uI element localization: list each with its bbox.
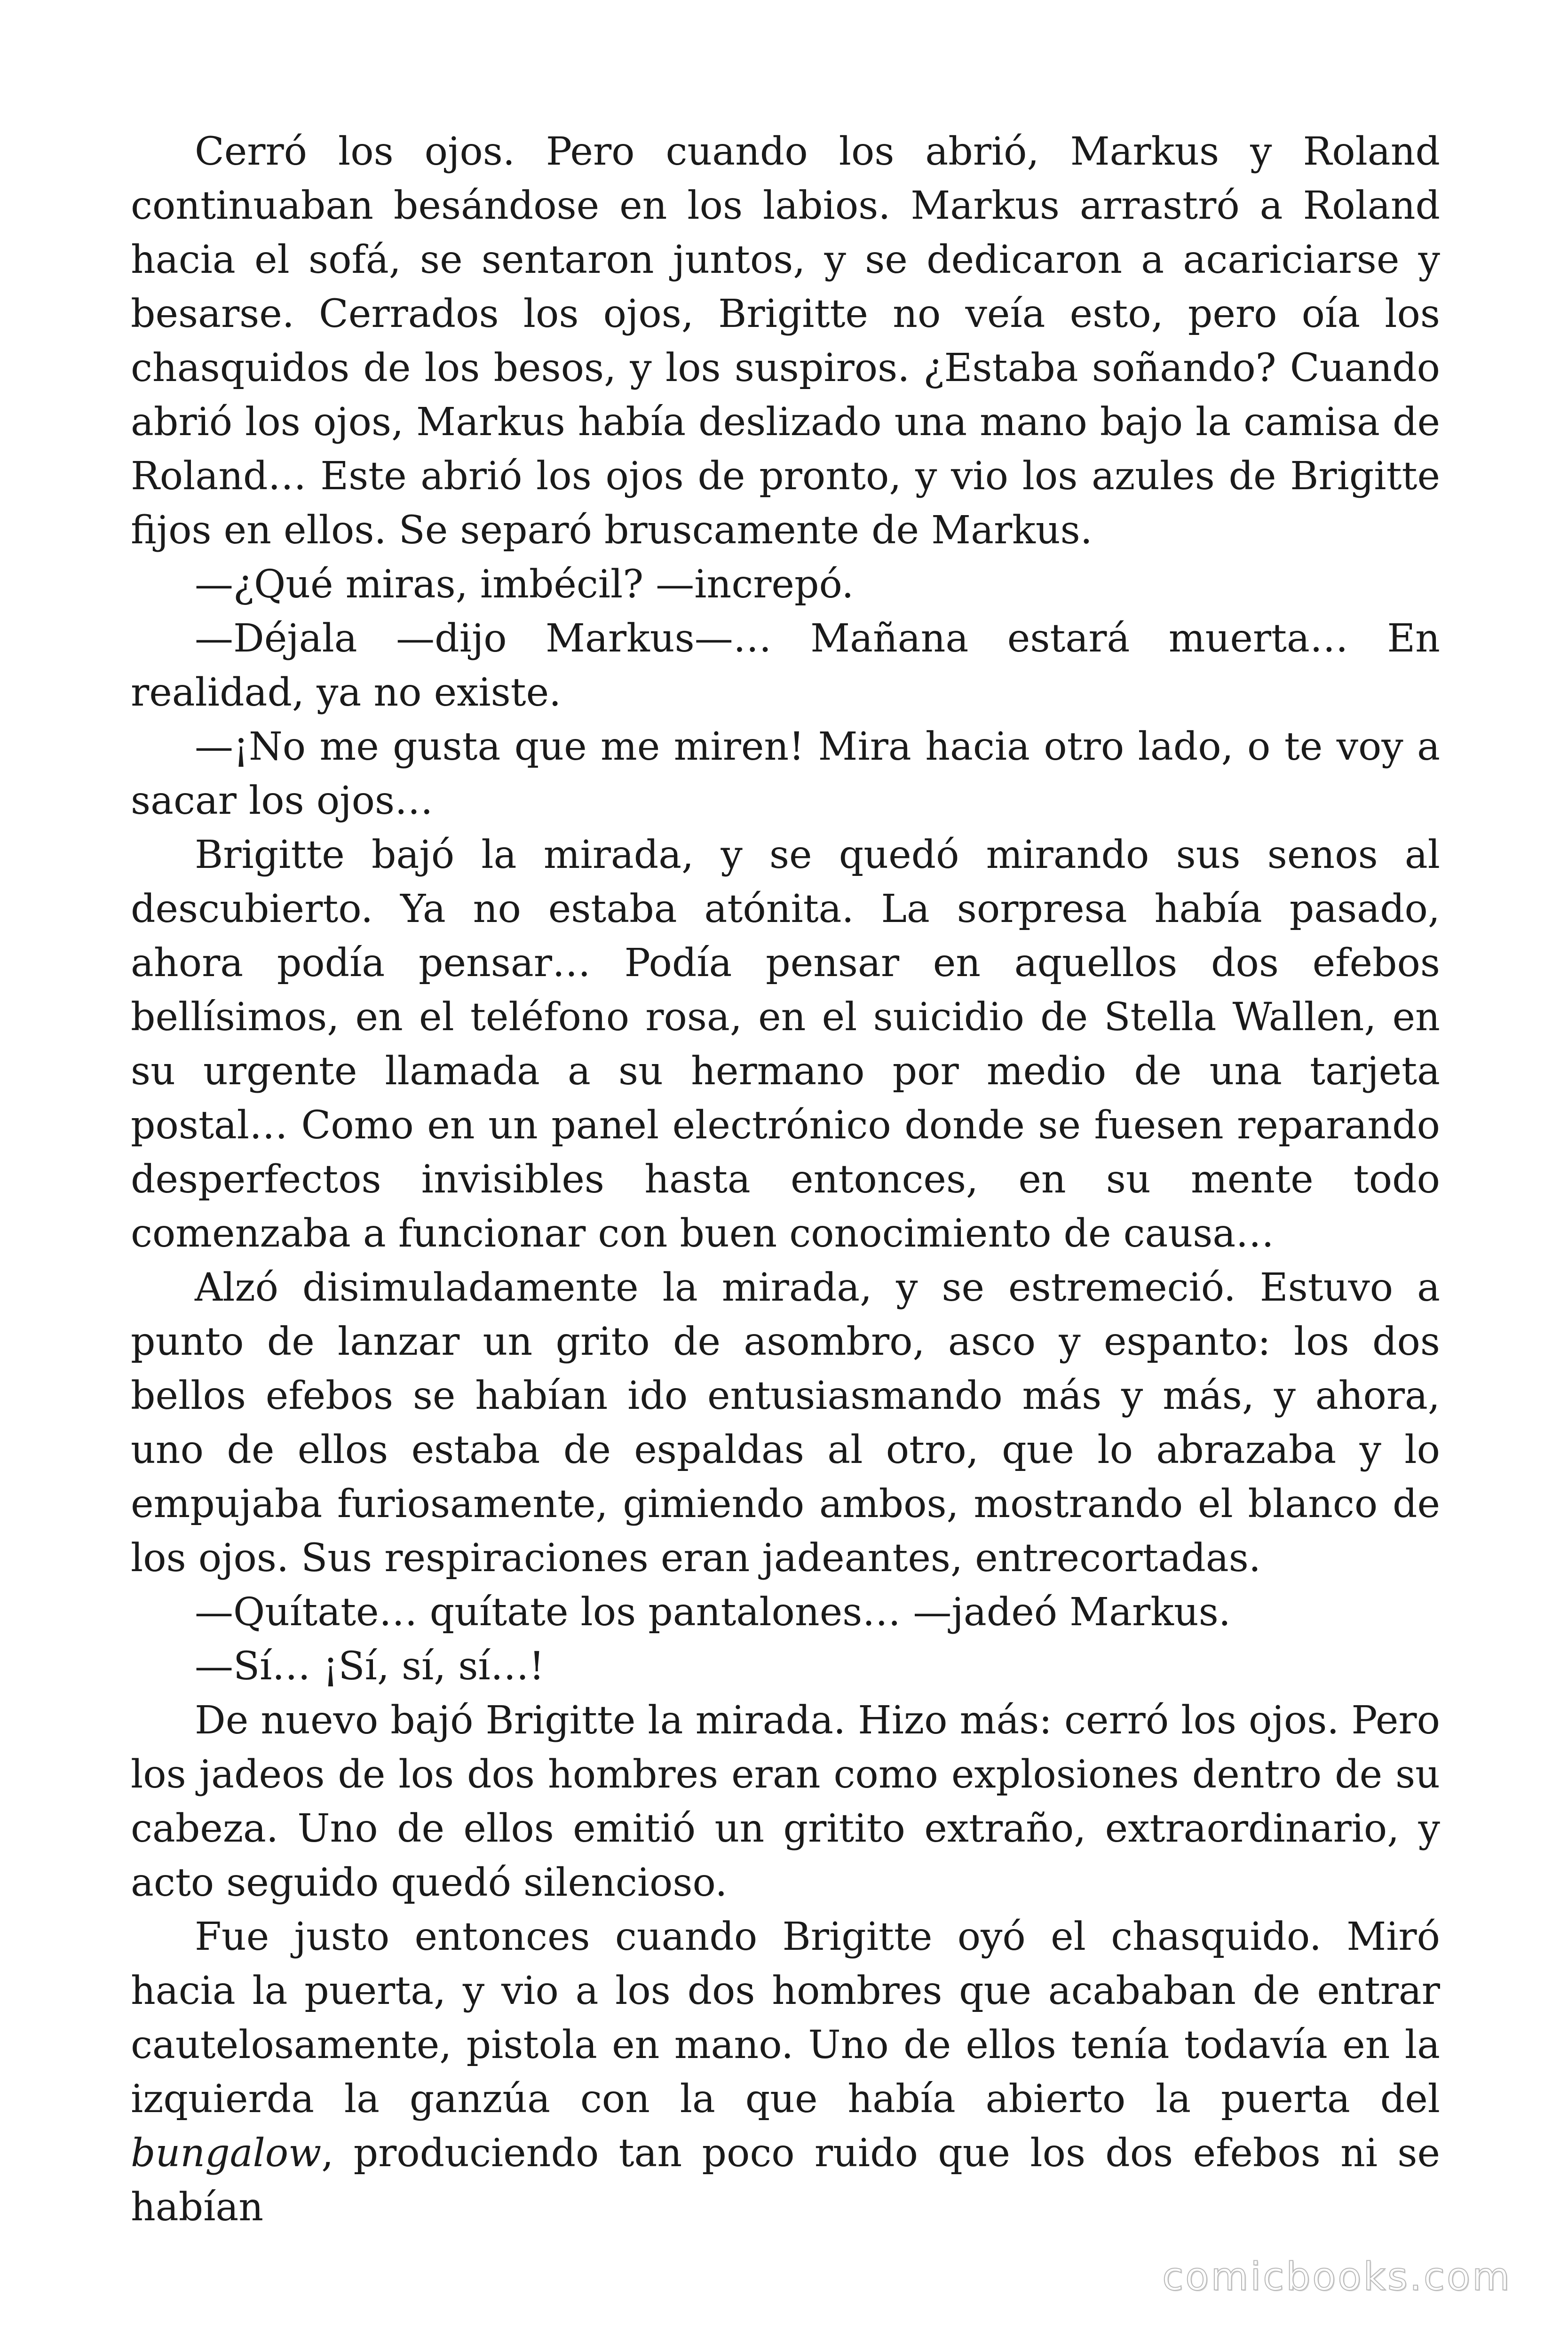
watermark-logo: comicbooks.com	[1162, 2255, 1512, 2299]
paragraph-5: Brigitte bajó la mirada, y se quedó mirando sus senos al descubierto. Ya no estaba atónita. La sorpresa había pasado, ahora podía pensar… Podía pensar en aquellos dos efebos bellísimos, en el teléfono rosa, en el suicidio de Stella Wallen, en su urgente llamada a su hermano por medio de una tarjeta postal… Como en un panel electrónico donde se fuesen reparando desperfectos invisibles hasta entonces, en su mente todo comenzaba a funcionar con buen conocimiento de causa…	[131, 833, 1440, 1256]
paragraph-8: —Sí… ¡Sí, sí, sí…!	[195, 1644, 545, 1689]
paragraph-9: De nuevo bajó Brigitte la mirada. Hizo más: cerró los ojos. Pero los jadeos de los dos hombres eran como explosiones dentro de su cabeza. Uno de ellos emitió un gritito extraño, extraordinario, y acto seguido quedó silencioso.	[131, 1698, 1440, 1905]
paragraph-2: —¿Qué miras, imbécil? —increpó.	[195, 562, 854, 607]
paragraph-10	[131, 1910, 1440, 2234]
italic-term: bungalow	[131, 2131, 322, 2176]
paragraph-3: —Déjala —dijo Markus—… Mañana estará muerta… En realidad, ya no existe.	[131, 616, 1440, 715]
paragraph-10-text-start: Fue justo entonces cuando Brigitte oyó el chasquido. Miró hacia la puerta, y vio a los dos hombres que acababan de entrar cautelosamente, pistola en mano. Uno de ellos tenía todavía en la izquierda la ganzúa con la que había abierto la puerta del	[131, 1915, 1440, 2122]
book-page-text	[131, 125, 1440, 2234]
paragraph-1: Cerró los ojos. Pero cuando los abrió, Markus y Roland continuaban besándose en los labios. Markus arrastró a Roland hacia el sofá, se sentaron juntos, y se dedicaron a acariciarse y besarse. Cerrados los ojos, Brigitte no veía esto, pero oía los chasquidos de los besos, y los suspiros. ¿Estaba soñando? Cuando abrió los ojos, Markus había deslizado una mano bajo la camisa de Roland… Este abrió los ojos de pronto, y vio los azules de Brigitte fijos en ellos. Se separó bruscamente de Markus.	[131, 129, 1440, 553]
paragraph-4: —¡No me gusta que me miren! Mira hacia otro lado, o te voy a sacar los ojos…	[131, 724, 1440, 823]
paragraph-7: —Quítate… quítate los pantalones… —jadeó Markus.	[195, 1590, 1231, 1635]
paragraph-10-text-end: , produciendo tan poco ruido que los dos efebos ni se habían	[131, 2131, 1440, 2230]
paragraph-6: Alzó disimuladamente la mirada, y se estremeció. Estuvo a punto de lanzar un grito de asombro, asco y espanto: los dos bellos efebos se habían ido entusiasmando más y más, y ahora, uno de ellos estaba de espaldas al otro, que lo abrazaba y lo empujaba furiosamente, gimiendo ambos, mostrando el blanco de los ojos. Sus respiraciones eran jadeantes, entrecortadas.	[131, 1265, 1440, 1581]
